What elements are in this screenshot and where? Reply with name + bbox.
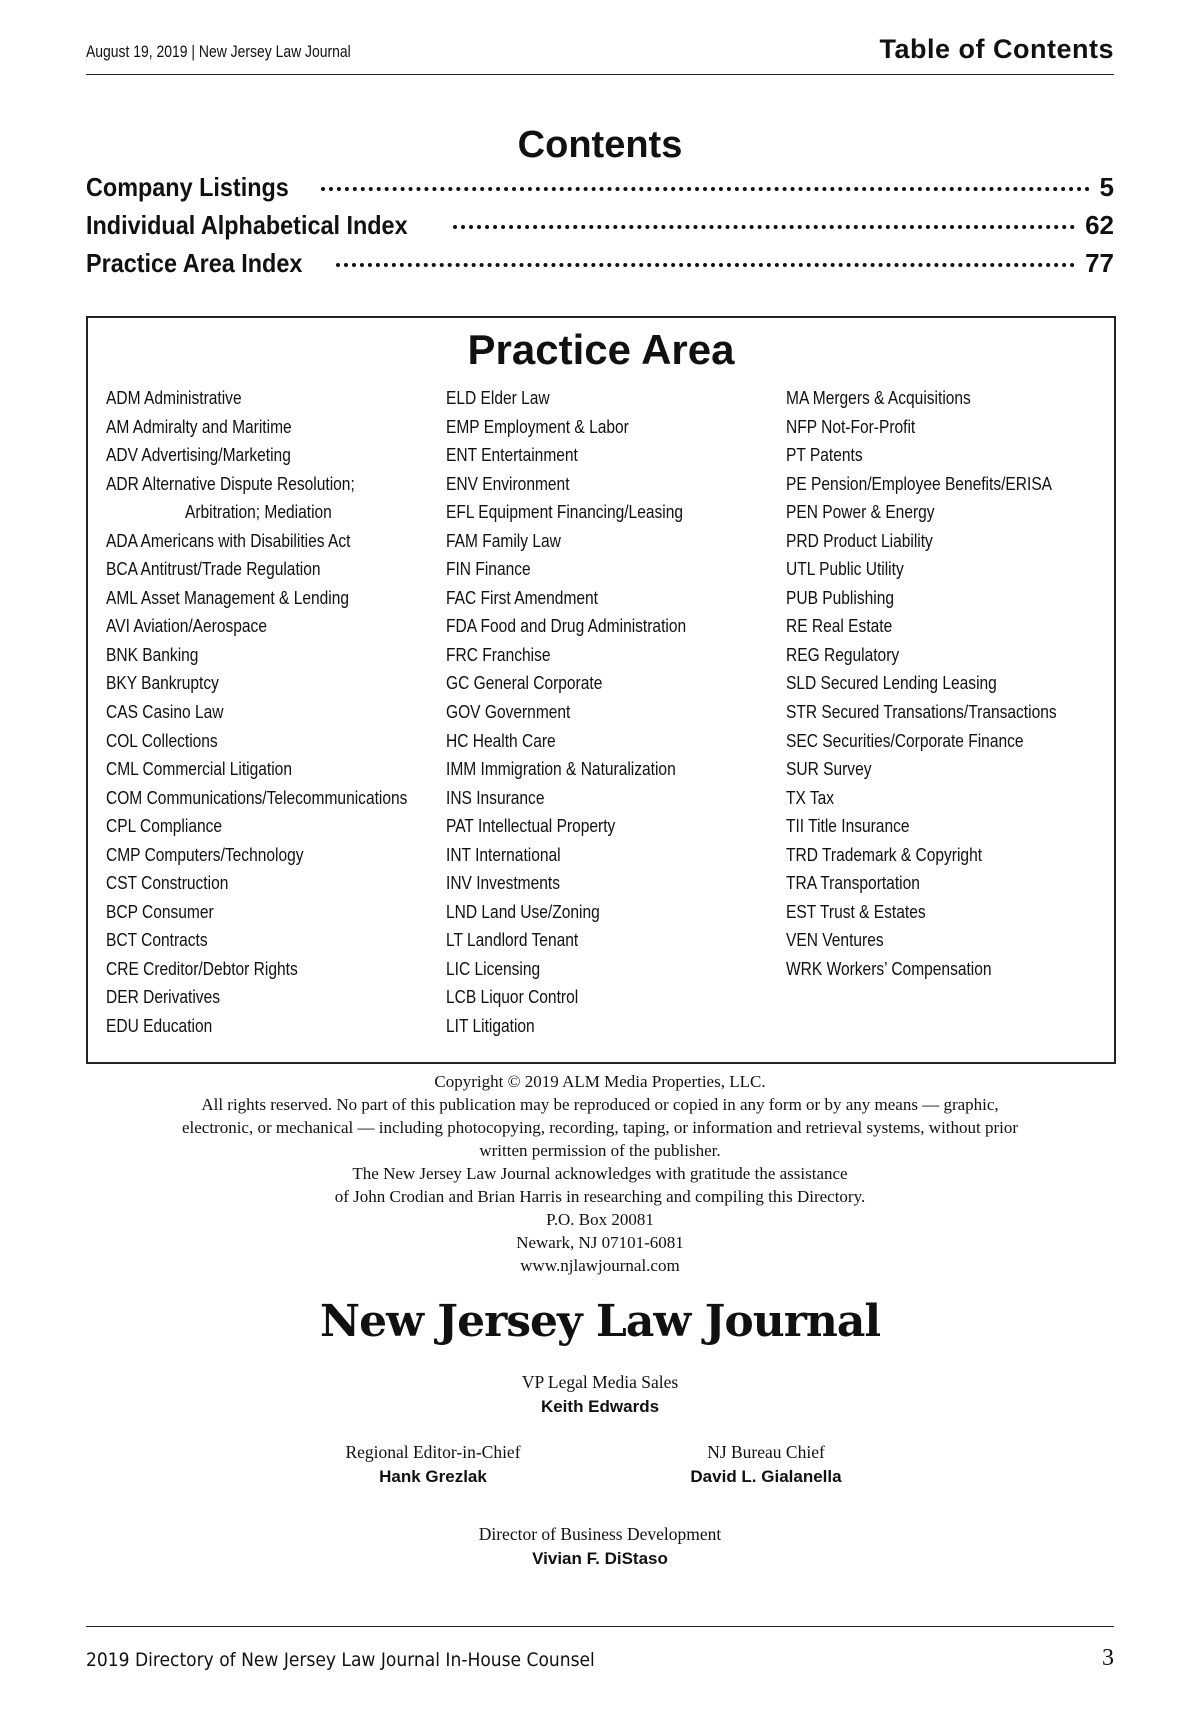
staff-bureau-chief <box>616 1440 916 1490</box>
practice-area-item: TRD Trademark & Copyright <box>786 843 983 865</box>
page-number: 3 <box>1102 1645 1114 1671</box>
practice-area-item: BNK Banking <box>106 643 199 665</box>
copyright-notice <box>100 1070 1100 1277</box>
rights-line: electronic, or mechanical — including photocopying, recording, taping, or information and retrieval systems, without prior <box>181 1118 1019 1137</box>
website-link[interactable]: www.njlawjournal.com <box>520 1256 680 1275</box>
practice-area-item: ADV Advertising/Marketing <box>106 444 291 466</box>
practice-area-item: ENV Environment <box>446 472 570 494</box>
acknowledgement-line: of John Crodian and Brian Harris in researching and compiling this Directory. <box>334 1187 866 1206</box>
practice-area-column-1 <box>106 384 465 1041</box>
staff-role: Director of Business Development <box>478 1524 722 1544</box>
practice-area-item: WRK Workers’ Compensation <box>786 957 992 979</box>
practice-area-item: CAS Casino Law <box>106 701 224 723</box>
practice-area-item: GC General Corporate <box>446 672 603 694</box>
practice-area-item: AML Asset Management & Lending <box>106 586 350 608</box>
toc-entry-page: 77 <box>1085 248 1114 278</box>
practice-area-item: FAC First Amendment <box>446 586 599 608</box>
practice-area-item: LT Landlord Tenant <box>446 929 579 951</box>
practice-area-item: REG Regulatory <box>786 643 900 665</box>
po-box: P.O. Box 20081 <box>546 1210 654 1229</box>
header-date-publication: August 19, 2019 | New Jersey Law Journal <box>86 42 351 61</box>
practice-area-item: INT International <box>446 843 561 865</box>
staff-director <box>400 1522 800 1572</box>
practice-area-item: GOV Government <box>446 701 571 723</box>
practice-area-item: STR Secured Transations/Transactions <box>786 701 1057 723</box>
practice-area-item: PEN Power & Energy <box>786 501 935 523</box>
staff-role: NJ Bureau Chief <box>707 1442 825 1462</box>
practice-area-item: CPL Compliance <box>106 815 223 837</box>
footer-publication-title: 2019 Directory of New Jersey Law Journal In-House Counsel <box>86 1649 595 1671</box>
practice-area-item: FDA Food and Drug Administration <box>446 615 687 637</box>
practice-area-item: HC Health Care <box>446 729 556 751</box>
practice-area-item: VEN Ventures <box>786 929 884 951</box>
practice-area-item: FIN Finance <box>446 558 531 580</box>
practice-area-item: UTL Public Utility <box>786 558 904 580</box>
practice-area-item: PRD Product Liability <box>786 529 933 551</box>
practice-area-column-2 <box>446 384 732 1041</box>
practice-area-item: ADR Alternative Dispute Resolution; <box>106 472 355 494</box>
staff-vp <box>400 1370 800 1420</box>
staff-name: Hank Grezlak <box>379 1467 487 1486</box>
practice-area-item: CST Construction <box>106 872 229 894</box>
practice-area-item: BCT Contracts <box>106 929 208 951</box>
practice-area-item: BKY Bankruptcy <box>106 672 219 694</box>
practice-area-item: ENT Entertainment <box>446 444 578 466</box>
practice-area-item: MA Mergers & Acquisitions <box>786 387 971 408</box>
staff-role: Regional Editor-in-Chief <box>345 1442 521 1462</box>
acknowledgement-line: The New Jersey Law Journal acknowledges with gratitude the assistance <box>352 1164 848 1183</box>
practice-area-item: BCA Antitrust/Trade Regulation <box>106 558 321 580</box>
practice-area-item: AVI Aviation/Aerospace <box>106 615 267 637</box>
practice-area-item: SLD Secured Lending Leasing <box>786 672 997 694</box>
practice-area-item: COL Collections <box>106 729 218 751</box>
practice-area-item: LND Land Use/Zoning <box>446 900 600 922</box>
practice-area-item: EST Trust & Estates <box>786 900 926 922</box>
practice-area-item: FAM Family Law <box>446 529 561 551</box>
toc-entry-individual-index[interactable] <box>86 210 1114 248</box>
copyright-line: Copyright © 2019 ALM Media Properties, LLC. <box>434 1072 766 1091</box>
page-footer <box>86 1626 1114 1687</box>
practice-area-item: BCP Consumer <box>106 900 214 922</box>
page-header <box>86 30 1114 75</box>
practice-area-item: TX Tax <box>786 786 835 808</box>
masthead-logo: New Jersey Law Journal <box>319 1296 881 1347</box>
practice-area-item: TII Title Insurance <box>786 815 910 837</box>
practice-area-item: PAT Intellectual Property <box>446 815 616 837</box>
practice-area-item: CMP Computers/Technology <box>106 843 304 865</box>
practice-area-item: Arbitration; Mediation <box>184 501 332 523</box>
practice-area-item: EMP Employment & Labor <box>446 415 629 437</box>
practice-area-item: INV Investments <box>446 872 561 894</box>
practice-area-item: INS Insurance <box>446 786 545 808</box>
practice-area-item: EFL Equipment Financing/Leasing <box>446 501 683 523</box>
staff-editor <box>283 1440 583 1490</box>
toc-entry-label: Company Listings <box>86 172 289 202</box>
toc-entry-page: 62 <box>1085 210 1114 240</box>
practice-area-item: CRE Creditor/Debtor Rights <box>106 957 298 979</box>
practice-area-item: NFP Not-For-Profit <box>786 415 916 437</box>
practice-area-item: COM Communications/Telecommunications <box>106 786 408 808</box>
practice-area-item: PUB Publishing <box>786 586 894 608</box>
table-of-contents <box>86 172 1114 286</box>
practice-area-item: ELD Elder Law <box>446 387 550 408</box>
toc-entry-label: Individual Alphabetical Index <box>86 210 408 240</box>
practice-area-item: SEC Securities/Corporate Finance <box>786 729 1024 751</box>
rights-line: written permission of the publisher. <box>479 1141 721 1160</box>
toc-entry-practice-area-index[interactable] <box>86 248 1114 286</box>
practice-area-item: TRA Transportation <box>786 872 920 894</box>
practice-area-item: ADM Administrative <box>106 387 242 408</box>
staff-name: Keith Edwards <box>540 1397 660 1416</box>
toc-leader-dots <box>336 263 1075 267</box>
practice-area-item: FRC Franchise <box>446 643 551 665</box>
practice-area-item: PE Pension/Employee Benefits/ERISA <box>786 472 1053 494</box>
toc-entry-company-listings[interactable] <box>86 172 1114 210</box>
practice-area-item: RE Real Estate <box>786 615 893 637</box>
practice-area-item: PT Patents <box>786 444 863 466</box>
toc-leader-dots <box>453 225 1075 229</box>
practice-area-item: LCB Liquor Control <box>446 986 579 1008</box>
practice-area-item: EDU Education <box>106 1015 213 1037</box>
practice-area-item: IMM Immigration & Naturalization <box>446 758 676 780</box>
practice-area-item: DER Derivatives <box>106 986 220 1008</box>
header-section-title: Table of Contents <box>879 34 1114 64</box>
practice-area-item: LIT Litigation <box>446 1015 535 1037</box>
toc-leader-dots <box>321 187 1089 191</box>
toc-entry-page: 5 <box>1099 172 1114 202</box>
practice-area-item: LIC Licensing <box>446 957 541 979</box>
staff-name: Vivian F. DiStaso <box>532 1549 668 1568</box>
practice-area-title: Practice Area <box>467 326 735 373</box>
city-address: Newark, NJ 07101-6081 <box>516 1233 684 1252</box>
staff-name: David L. Gialanella <box>690 1467 842 1486</box>
practice-area-item: ADA Americans with Disabilities Act <box>106 529 351 551</box>
staff-role: VP Legal Media Sales <box>521 1372 679 1392</box>
contents-title: Contents <box>517 124 683 166</box>
practice-area-box <box>86 316 1116 1064</box>
practice-area-column-3 <box>786 384 1108 983</box>
practice-area-item: SUR Survey <box>786 758 872 780</box>
practice-area-item: AM Admiralty and Maritime <box>106 415 292 437</box>
toc-entry-label: Practice Area Index <box>86 248 303 278</box>
practice-area-item: CML Commercial Litigation <box>106 758 292 780</box>
rights-line: All rights reserved. No part of this publication may be reproduced or copied in any form or by any means — graphic, <box>201 1095 999 1114</box>
